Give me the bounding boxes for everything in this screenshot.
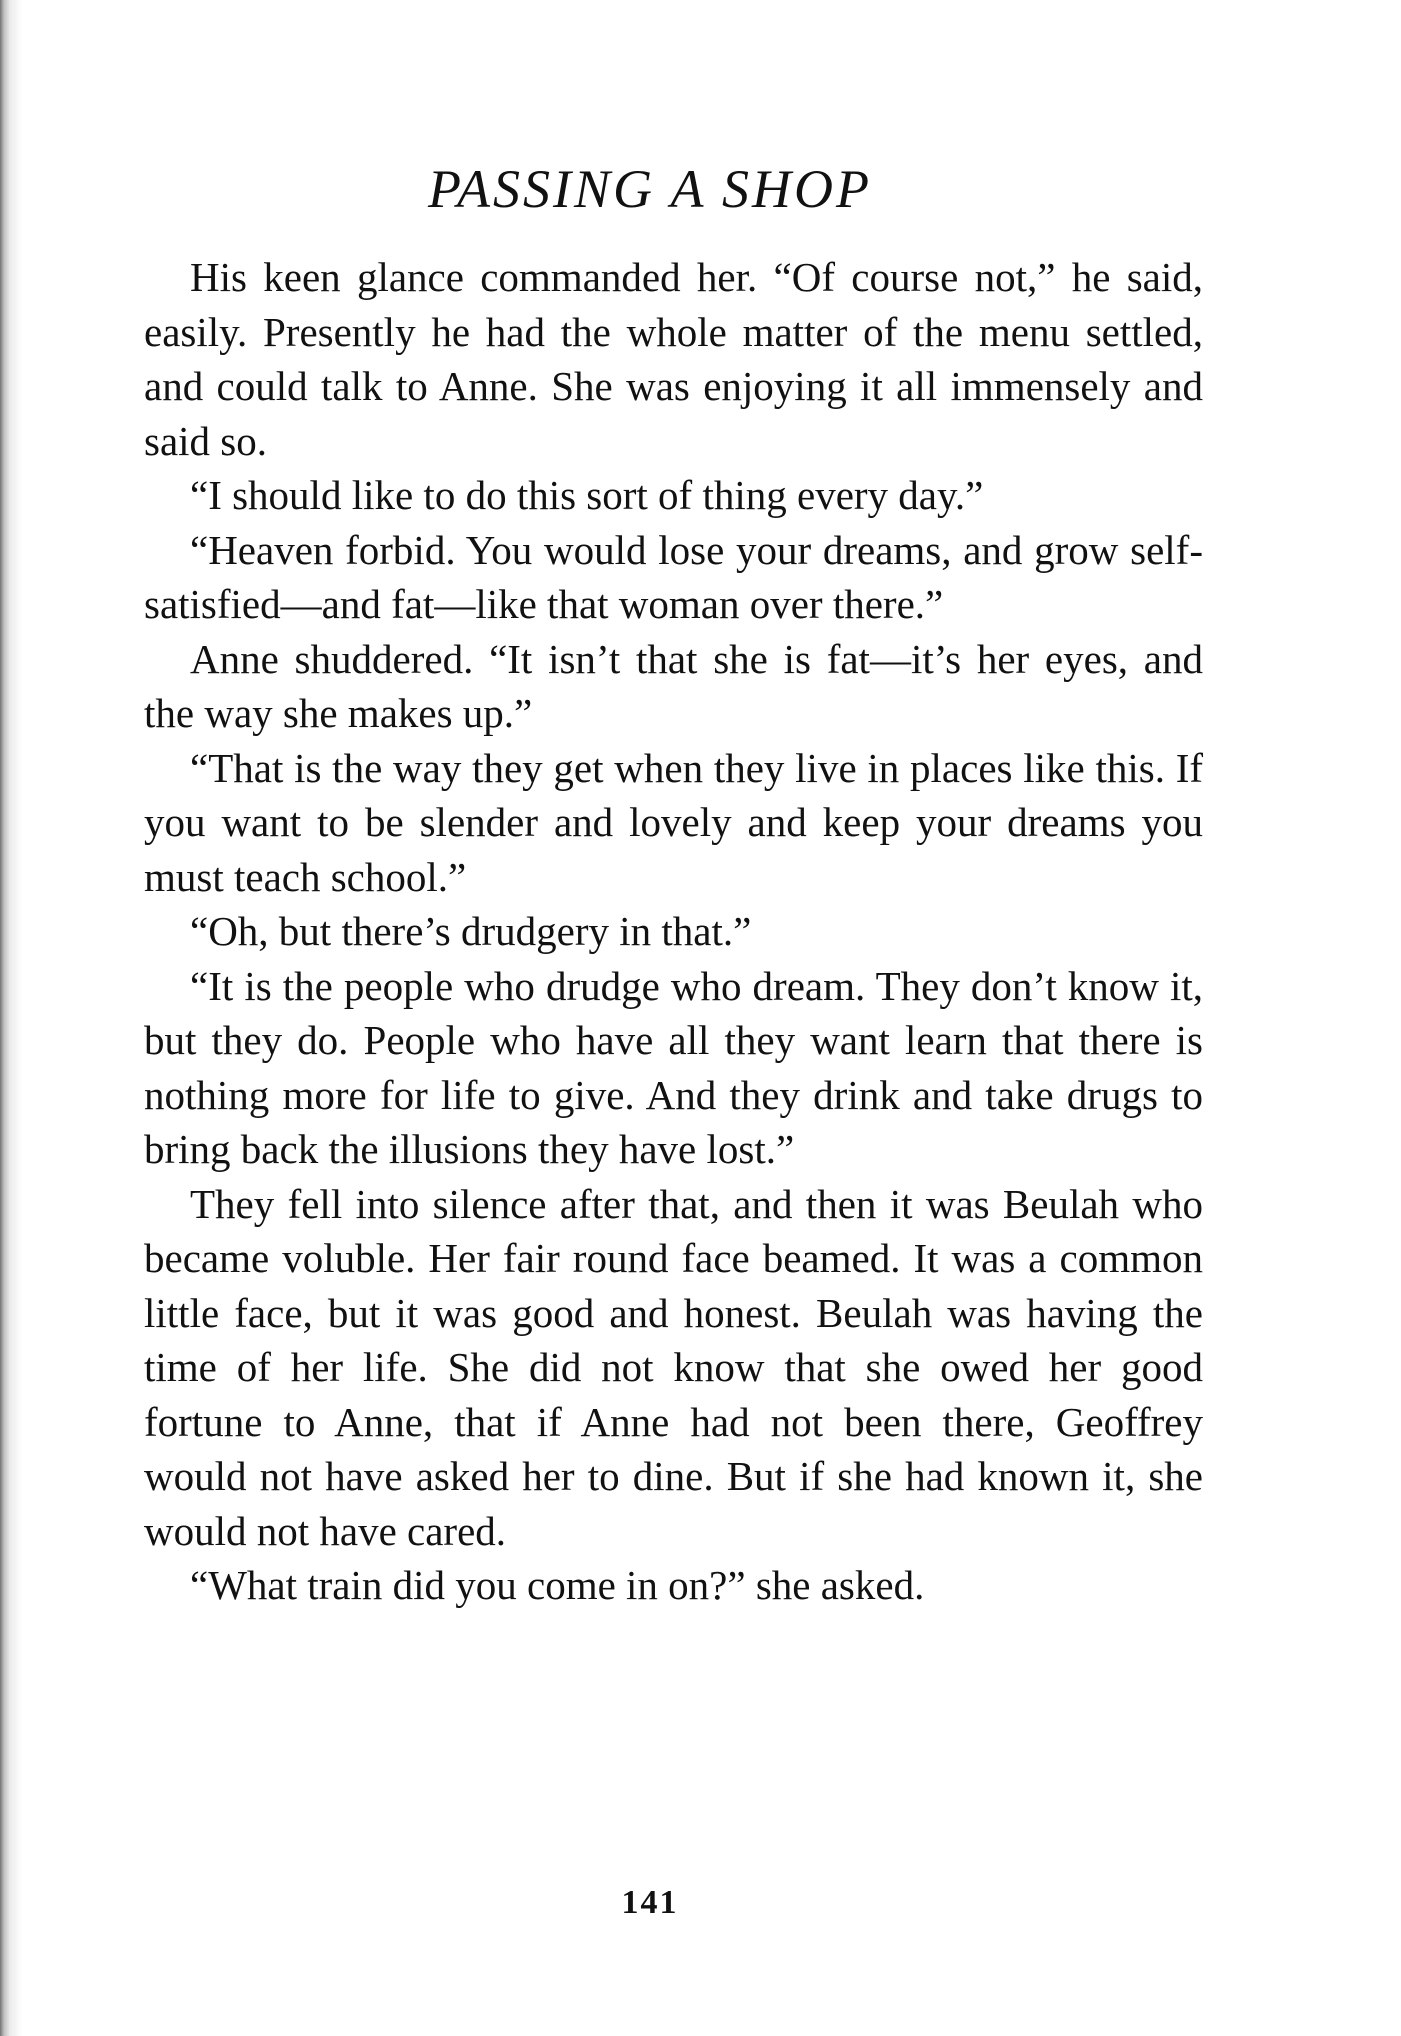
paragraph-7: “It is the people who drudge who dream. They don’t know it, but they do. People who have all they want learn that there is nothing more for life to give. And they drink and take drugs to bring back the illusions they have lost.”: [144, 962, 1203, 1172]
paragraph-9: “What train did you come in on?” she asked.: [190, 1562, 925, 1608]
paragraph-4: Anne shuddered. “It isn’t that she is fat—it’s her eyes, and the way she makes up.”: [144, 635, 1203, 736]
paragraph-6: “Oh, but there’s drudgery in that.”: [190, 908, 752, 954]
paragraph-8: They fell into silence after that, and then it was Beulah who became voluble. Her fair round face beamed. It was a common little face, but it was good and honest. Beulah was having the time of her life. She did not know that she owed her good fortune to Anne, that if Anne had not been there, Geoffrey would not have asked her to dine. But if she had known it, she would not have cared.: [144, 1180, 1203, 1554]
paragraph-1: His keen glance commanded her. “Of course not,” he said, easily. Presently he had the whole matter of the menu settled, and could talk to Anne. She was enjoying it all immensely and said so.: [144, 254, 1203, 464]
body-text: [144, 250, 1203, 1613]
paragraph-3: “Heaven forbid. You would lose your dreams, and grow self-satisfied—and fat—like that woman over there.”: [144, 526, 1203, 627]
paragraph-5: “That is the way they get when they live in places like this. If you want to be slender and lovely and keep your dreams you must teach school.”: [144, 744, 1203, 900]
page-number: 141: [621, 1884, 679, 1921]
running-header: PASSING A SHOP: [427, 159, 873, 219]
page-gutter-shadow: [0, 0, 22, 2036]
paragraph-2: “I should like to do this sort of thing every day.”: [190, 472, 984, 518]
